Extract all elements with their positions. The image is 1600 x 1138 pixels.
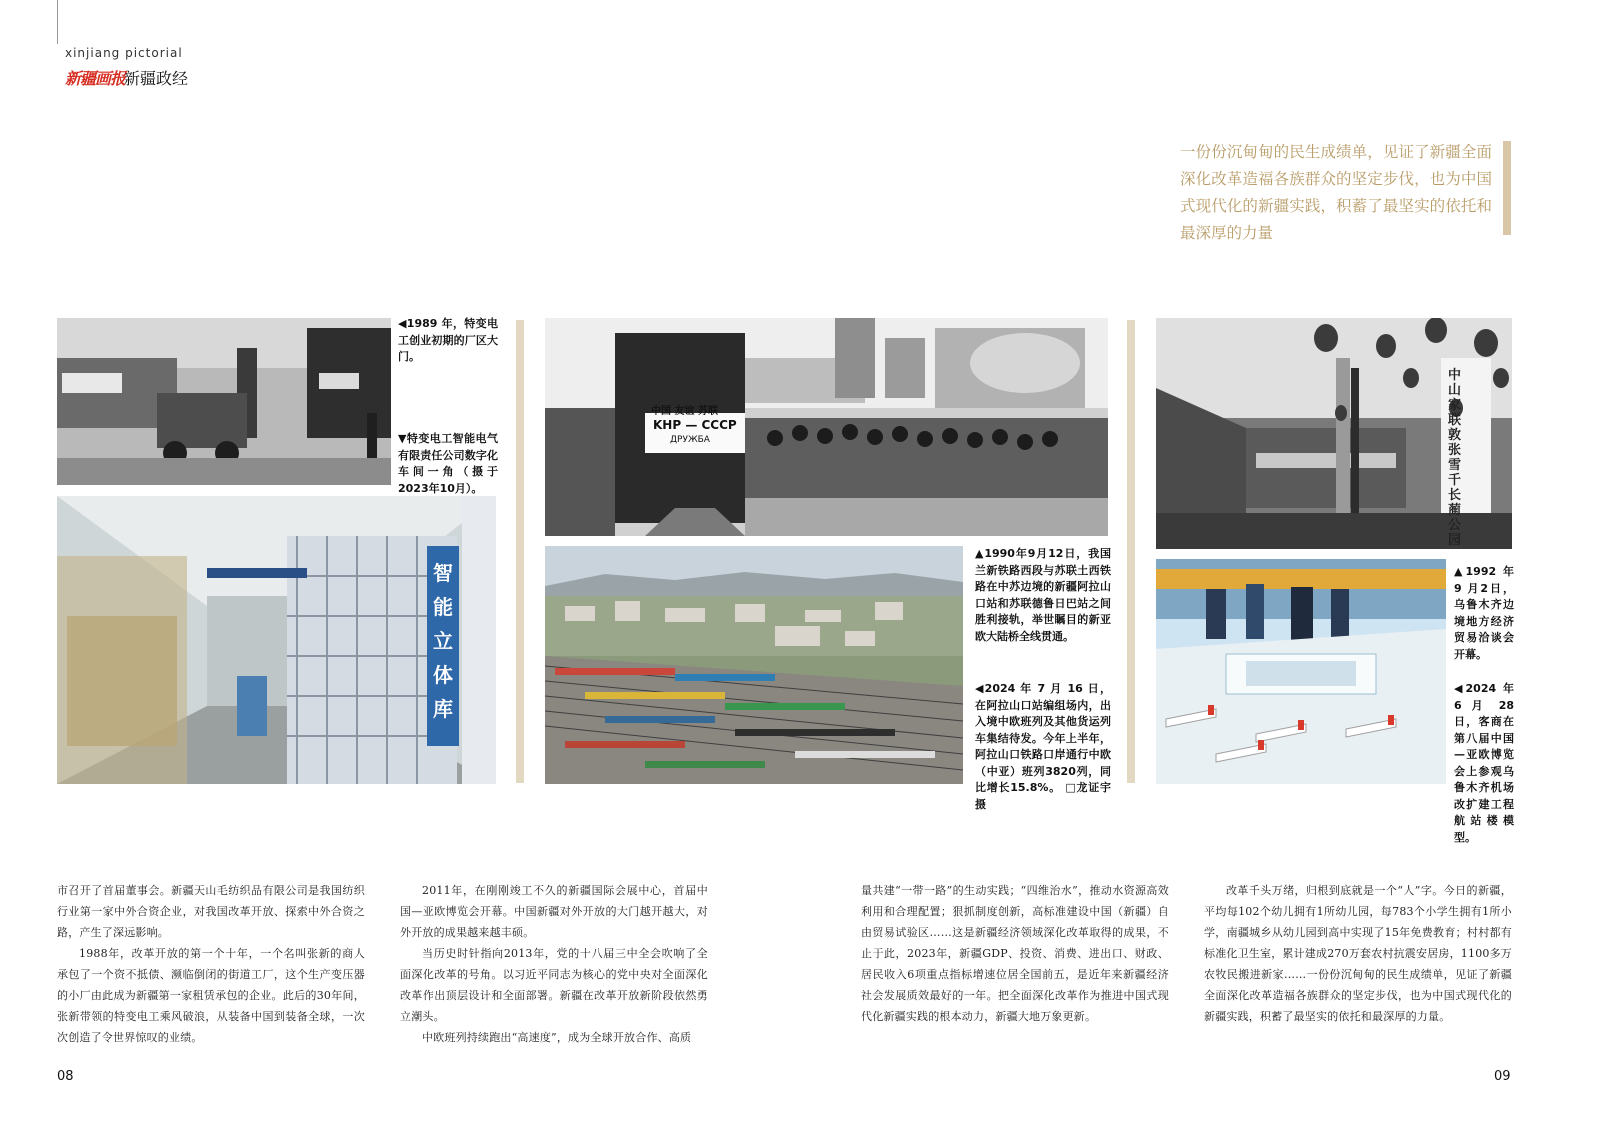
photo-2024-expo-model bbox=[1156, 559, 1446, 784]
warehouse-sign: 智能立体库 bbox=[433, 561, 453, 721]
page-number-right: 09 bbox=[1494, 1069, 1511, 1084]
pull-quote-bar bbox=[1503, 141, 1511, 235]
caption-2024-expo: ◀2024 年 6 月 28 日，客商在第八届中国—亚欧博览会上参观乌鲁木齐机场改扩建工程航站楼模型。 bbox=[1454, 682, 1514, 844]
caption-1990: ▲1990年9月12日，我国兰新铁路西段与苏联土西铁路在中苏边境的新疆阿拉山口站和苏联德鲁日巴站之间胜利接轨，举世瞩目的新亚欧大陆桥全线贯通。 bbox=[975, 547, 1111, 643]
body-paragraph: 市召开了首届董事会。新疆天山毛纺织品有限公司是我国纺织行业第一家中外合资企业，对我国改革开放、探索中外合资之路，产生了深远影响。 bbox=[57, 884, 365, 939]
body-column-4 bbox=[1204, 880, 1512, 1027]
body-paragraph: 2011年，在刚刚竣工不久的新疆国际会展中心，首届中国—亚欧博览会开幕。中国新疆对外开放的大门越开越大，对外开放的成果越来越丰硕。 bbox=[400, 884, 708, 939]
column-separator bbox=[516, 320, 524, 783]
pull-quote: 一份份沉甸甸的民生成绩单，见证了新疆全面深化改革造福各族群众的坚定步伐，也为中国式现代化的新疆实践，积蓄了最坚实的依托和最深厚的力量 bbox=[1180, 143, 1492, 242]
body-column-1 bbox=[57, 880, 365, 1048]
magazine-logo: 新疆画报 bbox=[65, 69, 126, 88]
body-column-2 bbox=[400, 880, 708, 1048]
body-paragraph: 1988年，改革开放的第一个十年，一个名叫张新的商人承包了一个资不抵债、濒临倒闭的街道工厂，这个生产变压器的小厂由此成为新疆第一家租赁承包的企业。此后的30年间，张新带领的特变电工乘风破浪，从装备中国到装备全球，一次次创造了令世界惊叹的业绩。 bbox=[57, 947, 365, 1044]
body-paragraph: 中欧班列持续跑出“高速度”，成为全球开放合作、高质 bbox=[422, 1031, 692, 1044]
magazine-name-en: xinjiang pictorial bbox=[65, 46, 183, 60]
caption-1992: ▲1992 年 9 月2日，乌鲁木齐边境地方经济贸易洽谈会开幕。 bbox=[1454, 565, 1514, 661]
photo-banner: 中山家联敦张雪千长蔺公园 bbox=[1448, 368, 1462, 548]
photo-digital-workshop bbox=[57, 496, 496, 784]
body-paragraph: 改革千头万绪，归根到底就是一个“人”字。今日的新疆，平均每102个幼儿拥有1所幼儿园，每783个小学生拥有1所小学，南疆城乡从幼儿园到高中实现了15年免费教育；村村都有标准化卫生室，累计建成270万套农村抗震安居房，1100多万农牧民搬进新家……一份份沉甸甸的民生成绩单，见证了新疆全面深化改革造福各族群众的坚定步伐，也为中国式现代化的新疆实践，积蓄了最坚实的依托和最深厚的力量。 bbox=[1204, 884, 1512, 1023]
column-separator bbox=[1127, 320, 1135, 783]
photo-1990-railway-link bbox=[545, 318, 1108, 536]
photo-1992-trade-fair bbox=[1156, 318, 1512, 549]
body-paragraph: 当历史时针指向2013年，党的十八届三中全会吹响了全面深化改革的号角。以习近平同志为核心的党中央对全面深化改革作出顶层设计和全面部署。新疆在改革开放新阶段依然勇立潮头。 bbox=[400, 947, 708, 1023]
section-title: 新疆政经 bbox=[124, 69, 189, 88]
body-paragraph: 量共建“一带一路”的生动实践；“四维治水”，推动水资源高效利用和合理配置；狠抓制度创新，高标准建设中国（新疆）自由贸易试验区……这是新疆经济领域深化改革取得的成果，不止于此，2023年，新疆GDP、投资、消费、进出口、财政、居民收入6项重点指标增速位居全国前五，是近年来新疆经济社会发展质效最好的一年。把全面深化改革作为推进中国式现代化新疆实践的根本动力，新疆大地万象更新。 bbox=[861, 884, 1169, 1023]
caption-2023-workshop: ▼特变电工智能电气有限责任公司数字化车间一角（摄于2023年10月）。 bbox=[398, 432, 498, 495]
caption-2024-train: ◀2024 年 7 月 16 日，在阿拉山口站编组场内，出入境中欧班列及其他货运列车集结待发。今年上半年，阿拉山口铁路口岸通行中欧（中亚）班列3820列，同比增长15.8%。 □龙证宇摄 bbox=[975, 682, 1111, 811]
locomotive-top-sign: 中国 友谊 苏联 bbox=[651, 406, 718, 417]
page-number-left: 08 bbox=[57, 1069, 74, 1084]
locomotive-sign: KHP — CCCP bbox=[653, 418, 737, 432]
locomotive-sign-russian: ДРУЖБА bbox=[670, 435, 710, 445]
caption-1989: ◀1989 年，特变电工创业初期的厂区大门。 bbox=[398, 317, 498, 363]
photo-2024-freight-yard bbox=[545, 546, 963, 784]
body-column-3 bbox=[861, 880, 1169, 1027]
photo-1989-factory-gate bbox=[57, 318, 391, 485]
header-rule bbox=[57, 0, 58, 44]
